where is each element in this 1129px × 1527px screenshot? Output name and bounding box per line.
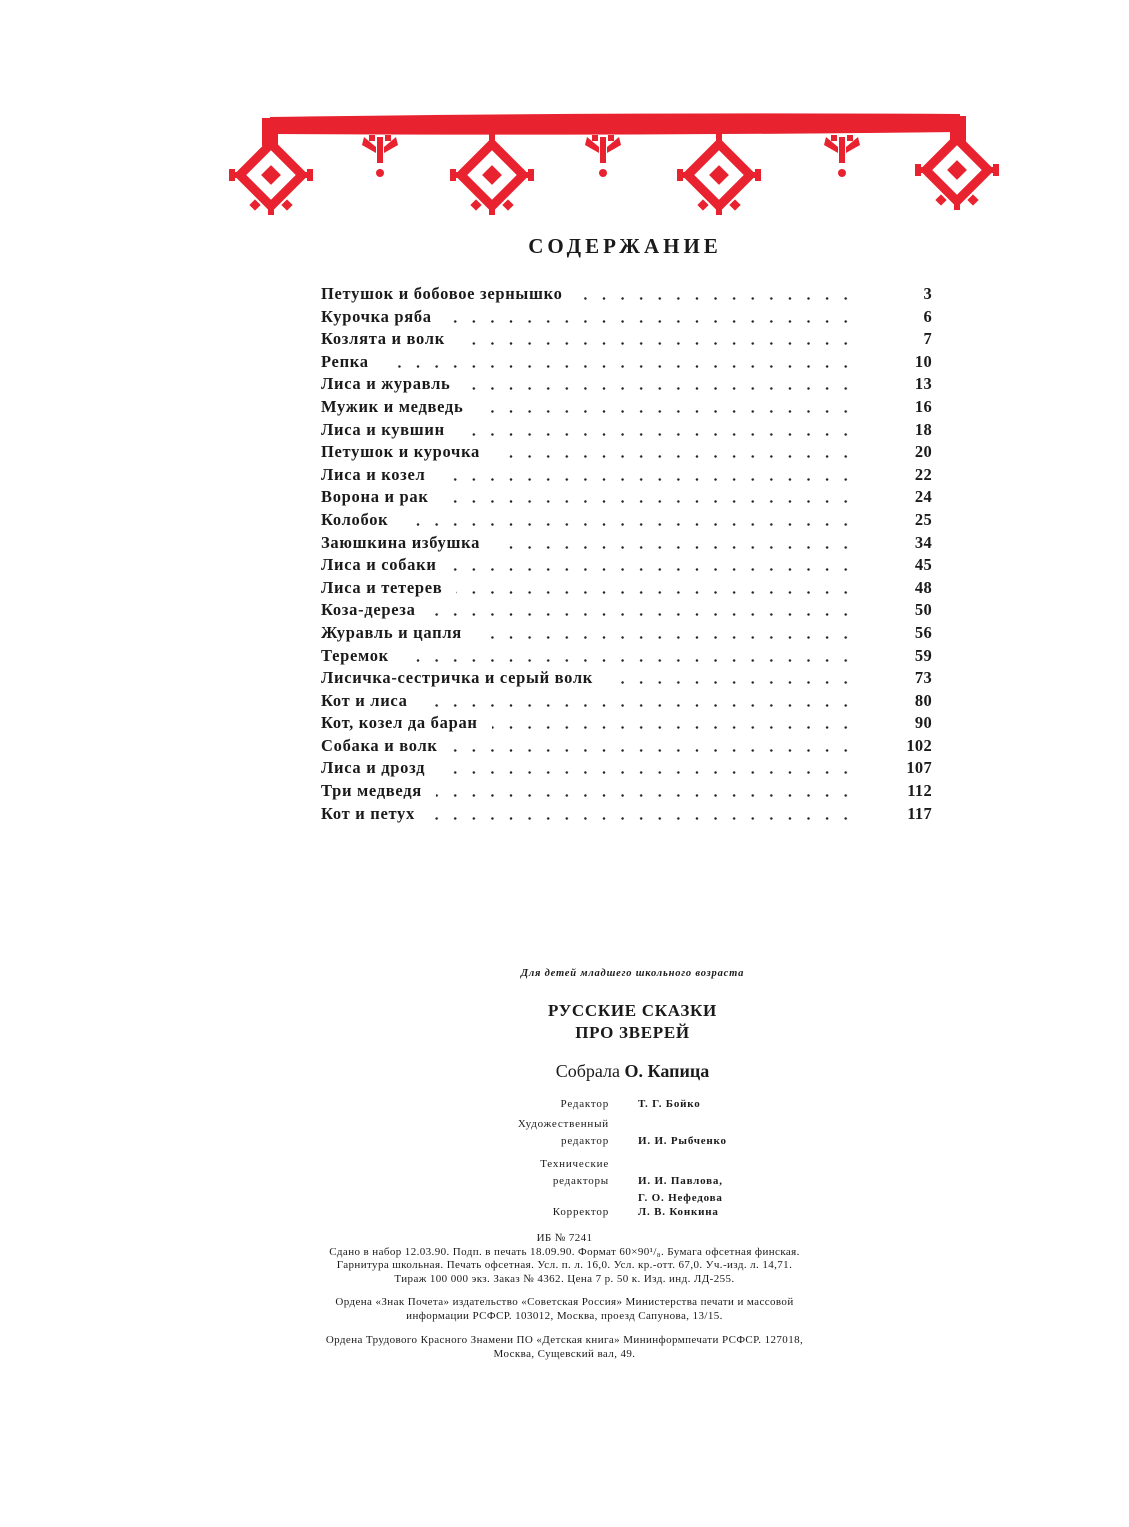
toc-entry-page: 56 — [914, 622, 932, 642]
dot-leader — [422, 704, 855, 707]
toc-entry-page: 22 — [914, 464, 932, 484]
toc-entry-page: 45 — [914, 555, 932, 575]
toc-entry-title: Петушок и бобовое зернышко — [321, 284, 563, 303]
dot-leader — [430, 613, 855, 616]
credit-label: Корректор — [552, 1206, 609, 1218]
toc-entry-page: 3 — [923, 284, 932, 303]
toc-entry-page: 90 — [914, 713, 932, 733]
toc-entry — [321, 486, 932, 509]
collector-credit — [400, 1061, 865, 1082]
credit-value: Т. Г. Бойко — [638, 1098, 701, 1110]
toc-entry-page: 117 — [907, 803, 932, 823]
dot-leader — [402, 523, 855, 526]
diamond-motif — [229, 129, 313, 215]
sprout-motif — [585, 135, 621, 177]
publisher-line: информации РСФСР. 103012, Москва, проезд Сапунова, 13/15. — [406, 1309, 723, 1322]
toc-entry — [321, 441, 932, 464]
toc-entry-page: 13 — [914, 374, 932, 394]
dot-leader — [446, 320, 855, 323]
toc-entry-page: 50 — [914, 600, 932, 620]
dot-leader — [476, 636, 855, 639]
ib-number: ИБ № 7241 — [536, 1232, 593, 1244]
toc-entry — [321, 373, 932, 396]
toc-entry — [321, 396, 932, 419]
embroidery-ornament — [0, 0, 1129, 230]
toc-entry-title: Журавль и цапля — [321, 622, 462, 642]
toc-entry — [321, 509, 932, 532]
diamond-motif — [677, 129, 761, 215]
print-line: Гарнитура школьная. Печать офсетная. Усл. п. л. 16,0. Усл. кр.-отт. 67,0. Уч.-изд. л. 14,71. — [336, 1259, 793, 1271]
dot-leader — [607, 681, 855, 684]
toc-entry-title: Лиса и дрозд — [321, 758, 426, 778]
publisher-info — [0, 1296, 1129, 1323]
toc-entry-title: Репка — [321, 351, 369, 371]
toc-entry-title: Кот и петух — [321, 803, 415, 823]
toc-entry-title: Лиса и собаки — [321, 555, 437, 575]
credit-value: И. И. Рыбченко — [638, 1135, 727, 1147]
book-title — [400, 1000, 865, 1044]
credit-value: И. И. Павлова, — [638, 1175, 723, 1187]
sprout-motif — [362, 135, 398, 177]
toc-entry — [321, 577, 932, 600]
toc-entry — [321, 690, 932, 713]
toc-entry-page: 20 — [914, 442, 932, 462]
toc-entry — [321, 554, 932, 577]
toc-entry-page: 73 — [914, 668, 932, 688]
dot-leader — [456, 591, 855, 594]
toc-entry-page: 102 — [906, 735, 932, 755]
toc-entry-page: 18 — [914, 419, 932, 439]
publisher-line: Ордена «Знак Почета» издательство «Советская Россия» Министерства печати и массовой — [335, 1296, 794, 1308]
toc-entry-page: 6 — [923, 306, 932, 326]
toc-entry — [321, 622, 932, 645]
toc-entry-title: Кот, козел да баран — [321, 713, 478, 733]
table-of-contents — [321, 283, 932, 825]
toc-entry-page: 25 — [914, 509, 932, 529]
credit-value: Л. В. Конкина — [638, 1206, 719, 1218]
toc-entry-page: 34 — [914, 532, 932, 552]
toc-entry — [321, 464, 932, 487]
toc-entry-page: 112 — [907, 781, 932, 801]
toc-entry-title: Козлята и волк — [321, 329, 445, 349]
print-line: Тираж 100 000 экз. Заказ № 4362. Цена 7 р. 50 к. Изд. инд. ЛД-255. — [394, 1272, 735, 1285]
toc-entry — [321, 306, 932, 329]
toc-entry — [321, 780, 932, 803]
diamond-motif — [450, 129, 534, 215]
toc-entry — [321, 667, 932, 690]
toc-entry-title: Колобок — [321, 509, 389, 529]
dot-leader — [494, 455, 855, 458]
credit-label: Художественный — [517, 1118, 609, 1130]
dot-leader — [577, 297, 855, 300]
printer-line: Москва, Сущевский вал, 49. — [493, 1347, 636, 1360]
book-title-line: РУССКИЕ СКАЗКИ — [548, 1001, 717, 1020]
toc-entry — [321, 328, 932, 351]
toc-entry-title: Кот и лиса — [321, 690, 408, 710]
dot-leader — [492, 726, 855, 729]
dot-leader — [443, 500, 855, 503]
dot-leader — [494, 546, 855, 549]
toc-entry-title: Курочка ряба — [321, 306, 432, 326]
printer-info — [0, 1334, 1129, 1361]
dot-leader — [403, 659, 855, 662]
toc-entry-page: 24 — [914, 487, 932, 507]
toc-entry-title: Петушок и курочка — [321, 442, 480, 462]
toc-entry — [321, 803, 932, 826]
toc-entry — [321, 712, 932, 735]
toc-entry — [321, 757, 932, 780]
toc-entry — [321, 351, 932, 374]
print-details — [0, 1232, 1129, 1286]
toc-entry — [321, 735, 932, 758]
toc-entry-title: Коза-дереза — [321, 600, 416, 620]
toc-entry-title: Лиса и журавль — [321, 374, 451, 394]
toc-entry — [321, 645, 932, 668]
toc-entry-title: Теремок — [321, 645, 389, 665]
toc-entry-title: Лиса и кувшин — [321, 419, 445, 439]
dot-leader — [459, 433, 855, 436]
toc-entry-page: 10 — [914, 351, 932, 371]
book-title-line: ПРО ЗВЕРЕЙ — [575, 1023, 690, 1042]
dot-leader — [451, 568, 855, 571]
audience-note: Для детей младшего школьного возраста — [520, 968, 745, 979]
credit-value: Г. О. Нефедова — [638, 1192, 723, 1204]
print-line: Сдано в набор 12.03.90. Подп. в печать 18.09.90. Формат 60×90¹/₈. Бумага офсетная финская. — [329, 1245, 800, 1258]
collector-prefix: Собрала — [555, 1061, 621, 1081]
toc-entry-page: 7 — [923, 329, 932, 349]
toc-entry-title: Мужик и медведь — [321, 396, 464, 416]
toc-heading: СОДЕРЖАНИЕ — [528, 234, 722, 258]
printer-line: Ордена Трудового Красного Знамени ПО «Детская книга» Мининформпечати РСФСР. 127018, — [325, 1334, 804, 1346]
toc-entry — [321, 599, 932, 622]
sprout-motif — [824, 135, 860, 177]
diamond-motif — [915, 124, 999, 210]
dot-leader — [477, 410, 855, 413]
toc-entry-page: 59 — [914, 645, 932, 665]
toc-entry-title: Лиса и козел — [321, 464, 426, 484]
toc-entry-title: Лиса и тетерев — [321, 577, 443, 597]
toc-entry-page: 107 — [906, 758, 932, 778]
credit-label: редактор — [561, 1135, 609, 1147]
collector-name: О. Капица — [624, 1061, 710, 1081]
toc-entry-page: 48 — [914, 577, 932, 597]
dot-leader — [459, 342, 855, 345]
toc-entry-title: Ворона и рак — [321, 487, 429, 507]
dot-leader — [464, 387, 855, 390]
toc-entry-page: 16 — [914, 396, 932, 416]
dot-leader — [436, 794, 855, 797]
dot-leader — [439, 771, 855, 774]
toc-entry-title: Собака и волк — [321, 735, 438, 755]
toc-entry-title: Лисичка-сестричка и серый волк — [321, 668, 594, 688]
toc-entry — [321, 532, 932, 555]
credit-label: Технические — [540, 1158, 609, 1170]
toc-entry-page: 80 — [914, 690, 932, 710]
credit-label: Редактор — [560, 1098, 609, 1110]
toc-entry-title: Три медведя — [321, 781, 422, 801]
dot-leader — [452, 749, 855, 752]
toc-entry — [321, 419, 932, 442]
dot-leader — [439, 478, 855, 481]
dot-leader — [383, 365, 855, 368]
toc-entry-title: Заюшкина избушка — [321, 532, 481, 552]
toc-entry — [321, 283, 932, 306]
credit-label: редакторы — [552, 1175, 609, 1187]
dot-leader — [429, 817, 855, 820]
